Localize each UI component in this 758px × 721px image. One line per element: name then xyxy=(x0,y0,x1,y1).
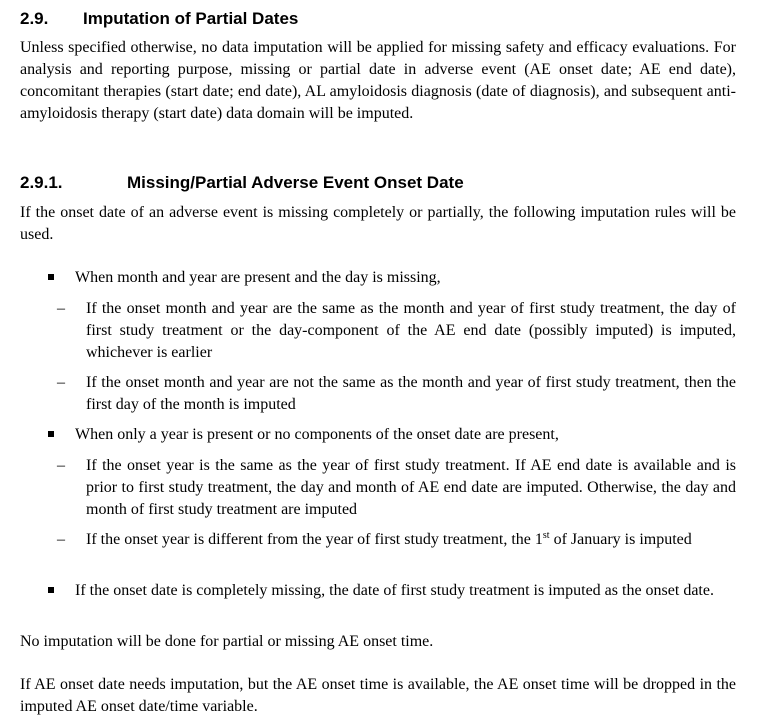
dash-marker: – xyxy=(57,374,65,391)
square-bullet-icon xyxy=(48,274,54,280)
closing-paragraph: No imputation will be done for partial or missing AE onset time. xyxy=(20,633,434,650)
dash-marker: – xyxy=(57,531,65,548)
section-title: Missing/Partial Adverse Event Onset Date xyxy=(127,173,464,192)
intro-paragraph: Unless specified otherwise, no data imputation will be applied for missing safety and efficacy evaluations. For analysis and reporting purpose, missing or partial date in adverse event (AE onset date; AE end date), concomitant therapies (start date; end date), AL amyloidosis diagnosis (date of diagnosis), and subsequent anti-amyloidosis therapy (start date) data domain will be imputed. xyxy=(20,39,736,122)
section-number: 2.9. xyxy=(20,9,49,28)
section-title: Imputation of Partial Dates xyxy=(83,9,299,28)
sub-item: If the onset month and year are not the same as the month and year of first study treatment, then the first day of the month is imputed xyxy=(86,374,736,413)
dash-marker: – xyxy=(57,300,65,317)
closing-paragraph: If AE onset date needs imputation, but the AE onset time is available, the AE onset time will be dropped in the imputed AE onset date/time variable. xyxy=(20,676,736,715)
sub-item: If the onset year is different from the year of first study treatment, the 1st of January is imputed xyxy=(86,530,692,548)
bullet-item: When month and year are present and the day is missing, xyxy=(75,269,441,286)
square-bullet-icon xyxy=(48,587,54,593)
square-bullet-icon xyxy=(48,431,54,437)
sub-item: If the onset year is the same as the year of first study treatment. If AE end date is available and is prior to first study treatment, the day and month of AE end date are imputed. Otherwise, the day and month of first study treatment are imputed xyxy=(86,457,736,518)
dash-marker: – xyxy=(57,457,65,474)
bullet-item: When only a year is present or no components of the onset date are present, xyxy=(75,426,559,443)
bullet-item: If the onset date is completely missing, the date of first study treatment is imputed as the onset date. xyxy=(75,582,714,599)
section-number: 2.9.1. xyxy=(20,173,63,192)
sub-item: If the onset month and year are the same as the month and year of first study treatment, the day of first study treatment or the day-component of the AE end date (possibly imputed) is imputed, whichever is earlier xyxy=(86,300,736,361)
onset-date-intro: If the onset date of an adverse event is missing completely or partially, the following imputation rules will be used. xyxy=(20,204,736,243)
